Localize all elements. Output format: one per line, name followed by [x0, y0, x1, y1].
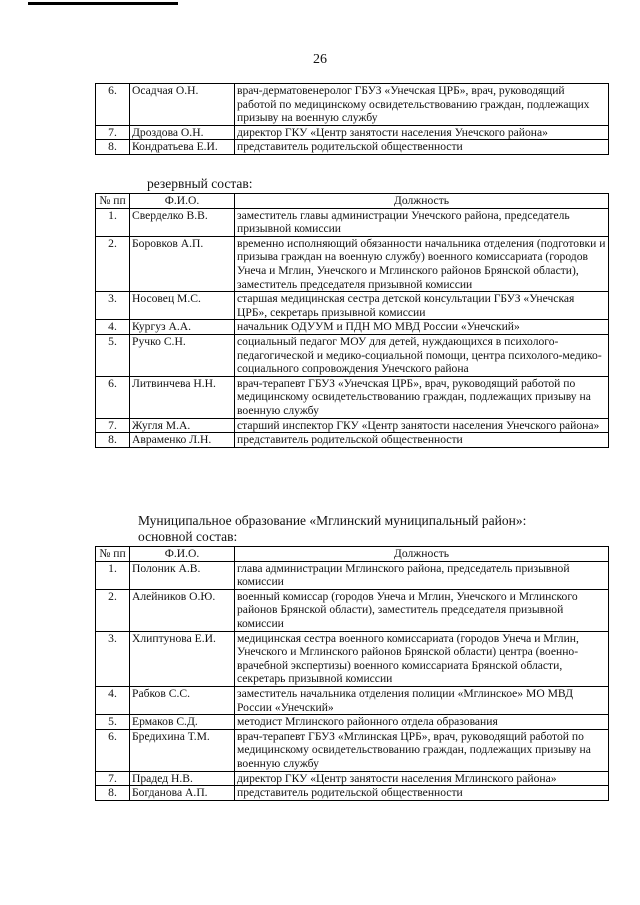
row-name: Прадед Н.В.	[130, 771, 235, 786]
row-name: Кондратьева Е.И.	[130, 140, 235, 155]
row-number: 2.	[96, 236, 130, 291]
table-header-row	[96, 547, 609, 562]
row-name: Дроздова О.Н.	[130, 125, 235, 140]
top-rule	[28, 2, 178, 5]
row-name: Бредихина Т.М.	[130, 729, 235, 771]
row-name: Осадчая О.Н.	[130, 84, 235, 126]
row-number: 5.	[96, 715, 130, 730]
row-position: директор ГКУ «Центр занятости населения Мглинского района»	[235, 771, 609, 786]
table-row	[96, 686, 609, 714]
column-header-number: № пп	[96, 194, 130, 209]
table-row	[96, 236, 609, 291]
table-row	[96, 589, 609, 631]
table-row	[96, 729, 609, 771]
column-header-name: Ф.И.О.	[130, 194, 235, 209]
row-number: 1.	[96, 561, 130, 589]
row-number: 8.	[96, 433, 130, 448]
table-row	[96, 125, 609, 140]
row-position: представитель родительской общественности	[235, 140, 609, 155]
row-name: Боровков А.П.	[130, 236, 235, 291]
row-number: 6.	[96, 376, 130, 418]
row-name: Полоник А.В.	[130, 561, 235, 589]
table-row	[96, 631, 609, 686]
row-number: 2.	[96, 589, 130, 631]
mglinsky-composition-table	[95, 546, 609, 801]
row-position: заместитель главы администрации Унечского района, председатель призывной комиссии	[235, 208, 609, 236]
row-position: военный комиссар (городов Унеча и Мглин, Унечского и Мглинского районов Брянской области), заместитель председателя призывной комиссии	[235, 589, 609, 631]
row-position: директор ГКУ «Центр занятости населения Унечского района»	[235, 125, 609, 140]
table-header-row	[96, 194, 609, 209]
table-row	[96, 715, 609, 730]
column-header-position: Должность	[235, 547, 609, 562]
row-number: 8.	[96, 786, 130, 801]
row-number: 7.	[96, 125, 130, 140]
table-row	[96, 140, 609, 155]
column-header-name: Ф.И.О.	[130, 547, 235, 562]
page-number: 26	[313, 52, 327, 67]
row-number: 4.	[96, 320, 130, 335]
row-name: Носовец М.С.	[130, 292, 235, 320]
row-position: начальник ОДУУМ и ПДН МО МВД России «Унечский»	[235, 320, 609, 335]
row-position: представитель родительской общественности	[235, 433, 609, 448]
row-name: Ермаков С.Д.	[130, 715, 235, 730]
row-position: врач-дерматовенеролог ГБУЗ «Унечская ЦРБ», врач, руководящий работой по медицинскому освидетельствованию граждан, подлежащих призыву на военную службу	[235, 84, 609, 126]
row-position: заместитель начальника отделения полиции «Мглинское» МО МВД России «Унечский»	[235, 686, 609, 714]
row-position: врач-терапевт ГБУЗ «Мглинская ЦРБ», врач, руководящий работой по медицинскому освидетельствованию граждан, подлежащих призыву на военную службу	[235, 729, 609, 771]
row-number: 3.	[96, 292, 130, 320]
row-number: 1.	[96, 208, 130, 236]
row-name: Кургуз А.А.	[130, 320, 235, 335]
table-row	[96, 320, 609, 335]
row-name: Литвинчева Н.Н.	[130, 376, 235, 418]
column-header-position: Должность	[235, 194, 609, 209]
reserve-heading: резервный состав:	[147, 176, 253, 191]
table-row	[96, 292, 609, 320]
table-row	[96, 561, 609, 589]
row-position: врач-терапевт ГБУЗ «Унечская ЦРБ», врач, руководящий работой по медицинскому освидетельствованию граждан, подлежащих призыву на военную службу	[235, 376, 609, 418]
main-composition-heading: основной состав:	[138, 529, 238, 544]
table-row	[96, 418, 609, 433]
row-name: Алейников О.Ю.	[130, 589, 235, 631]
row-number: 4.	[96, 686, 130, 714]
row-name: Жугля М.А.	[130, 418, 235, 433]
row-position: методист Мглинского районного отдела образования	[235, 715, 609, 730]
row-number: 6.	[96, 84, 130, 126]
table-row	[96, 376, 609, 418]
row-number: 6.	[96, 729, 130, 771]
table-row	[96, 84, 609, 126]
row-position: старшая медицинская сестра детской консультации ГБУЗ «Унечская ЦРБ», секретарь призывной комиссии	[235, 292, 609, 320]
table-row	[96, 771, 609, 786]
row-position: социальный педагог МОУ для детей, нуждающихся в психолого-педагогической и медико-социальной помощи, центра психолого-медико-социального сопровождения Унечского района	[235, 334, 609, 376]
row-number: 3.	[96, 631, 130, 686]
row-name: Авраменко Л.Н.	[130, 433, 235, 448]
table-row	[96, 334, 609, 376]
row-name: Сверделко В.В.	[130, 208, 235, 236]
row-name: Богданова А.П.	[130, 786, 235, 801]
municipality-heading: Муниципальное образование «Мглинский муниципальный район»:	[138, 513, 527, 528]
table-row	[96, 433, 609, 448]
reserve-composition-table	[95, 193, 609, 448]
row-position: медицинская сестра военного комиссариата (городов Унеча и Мглин, Унечского и Мглинского районов Брянской области) центра (военно-врачебной экспертизы) военного комиссариата Брянской области, секретарь призывной комиссии	[235, 631, 609, 686]
row-number: 8.	[96, 140, 130, 155]
row-number: 7.	[96, 418, 130, 433]
table-row	[96, 786, 609, 801]
row-number: 7.	[96, 771, 130, 786]
row-position: временно исполняющий обязанности начальника отделения (подготовки и призыва граждан на военную службу) военного комиссариата (городов Унеча и Мглин, Унечского и Мглинского районов Брянской области), заместитель председателя призывной комиссии	[235, 236, 609, 291]
main-composition-continued-table	[95, 83, 609, 155]
row-name: Ручко С.Н.	[130, 334, 235, 376]
row-position: старший инспектор ГКУ «Центр занятости населения Унечского района»	[235, 418, 609, 433]
row-number: 5.	[96, 334, 130, 376]
column-header-number: № пп	[96, 547, 130, 562]
row-name: Рабков С.С.	[130, 686, 235, 714]
table-row	[96, 208, 609, 236]
row-name: Хлиптунова Е.И.	[130, 631, 235, 686]
row-position: глава администрации Мглинского района, председатель призывной комиссии	[235, 561, 609, 589]
row-position: представитель родительской общественности	[235, 786, 609, 801]
